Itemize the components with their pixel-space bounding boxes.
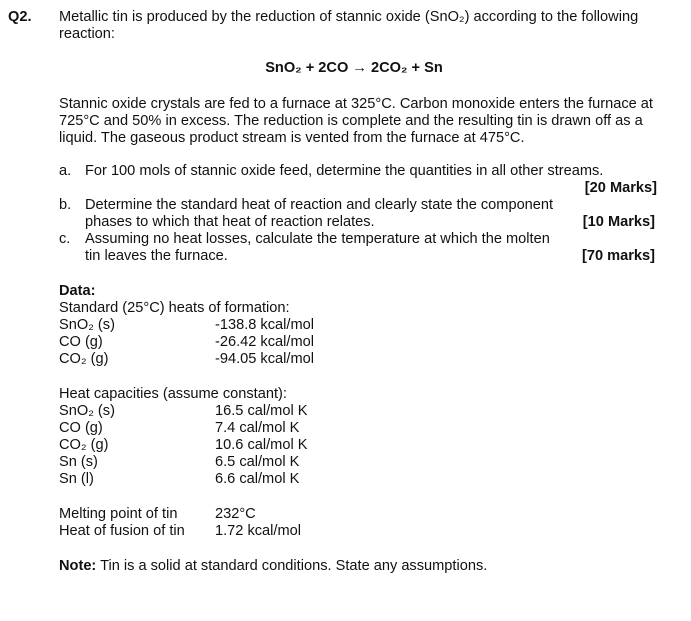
heat-of-fusion-label: Heat of fusion of tin [59,523,185,539]
part-text: Determine the standard heat of reaction and clearly state the component phases to which that heat of reaction relates. [85,197,554,230]
heat-capacity-row [59,471,659,488]
part-c [59,231,659,265]
formation-row [59,351,659,368]
reaction-equation: SnO₂ + 2CO → 2CO₂ + Sn [265,60,443,76]
heat-capacity-row [59,454,659,471]
part-text: For 100 mols of stannic oxide feed, determine the quantities in all other streams. [85,163,604,179]
species-value: -138.8 kcal/mol [215,317,314,333]
formation-row [59,317,659,334]
species-value: 6.5 cal/mol K [215,454,300,470]
note [59,558,659,575]
melting-point-value: 232°C [215,506,256,522]
heat-of-fusion-row [59,523,659,540]
data-heading: Data: [59,283,96,299]
formation-row [59,334,659,351]
note-text: Tin is a solid at standard conditions. State any assumptions. [96,558,488,574]
part-letter: c. [59,231,71,247]
species-value: 6.6 cal/mol K [215,471,300,487]
part-text: Assuming no heat losses, calculate the temperature at which the molten tin leaves the furnace. [85,231,550,264]
part-marks: [70 marks] [581,248,655,264]
part-letter: a. [59,163,72,179]
species-value: 16.5 cal/mol K [215,403,308,419]
part-letter: b. [59,197,72,213]
species-label: CO (g) [59,420,103,436]
species-value: 7.4 cal/mol K [215,420,300,436]
species-value: -94.05 kcal/mol [215,351,314,367]
species-label: CO₂ (g) [59,437,109,453]
question-intro: Metallic tin is produced by the reduction of stannic oxide (SnO₂) according to the following reaction: [59,9,639,42]
species-label: SnO₂ (s) [59,403,115,419]
question-content [59,9,659,575]
question-parts [59,163,659,265]
part-marks: [20 Marks] [584,180,657,196]
heat-of-fusion-value: 1.72 kcal/mol [215,523,301,539]
species-label: CO₂ (g) [59,351,109,367]
heat-capacity-row [59,420,659,437]
heat-capacity-row [59,403,659,420]
formation-heading: Standard (25°C) heats of formation: [59,300,290,316]
question-intro-block [59,9,659,43]
heat-capacity-row [59,437,659,454]
question-number: Q2. [8,9,32,25]
melting-point-label: Melting point of tin [59,506,178,522]
species-label: Sn (l) [59,471,94,487]
part-b [59,197,659,231]
species-label: CO (g) [59,334,103,350]
species-label: SnO₂ (s) [59,317,115,333]
melting-point-row [59,506,659,523]
species-label: Sn (s) [59,454,98,470]
species-value: -26.42 kcal/mol [215,334,314,350]
process-description: Stannic oxide crystals are fed to a furnace at 325°C. Carbon monoxide enters the furnace at 725°C and 50% in excess. The reduction is complete and the resulting tin is drawn off as a liquid. The gaseous product stream is vented from the furnace at 475°C. [59,96,653,146]
part-a [59,163,659,197]
part-marks: [10 Marks] [582,214,655,230]
note-label: Note: [59,558,97,574]
heat-capacity-heading: Heat capacities (assume constant): [59,386,287,402]
species-value: 10.6 cal/mol K [215,437,308,453]
